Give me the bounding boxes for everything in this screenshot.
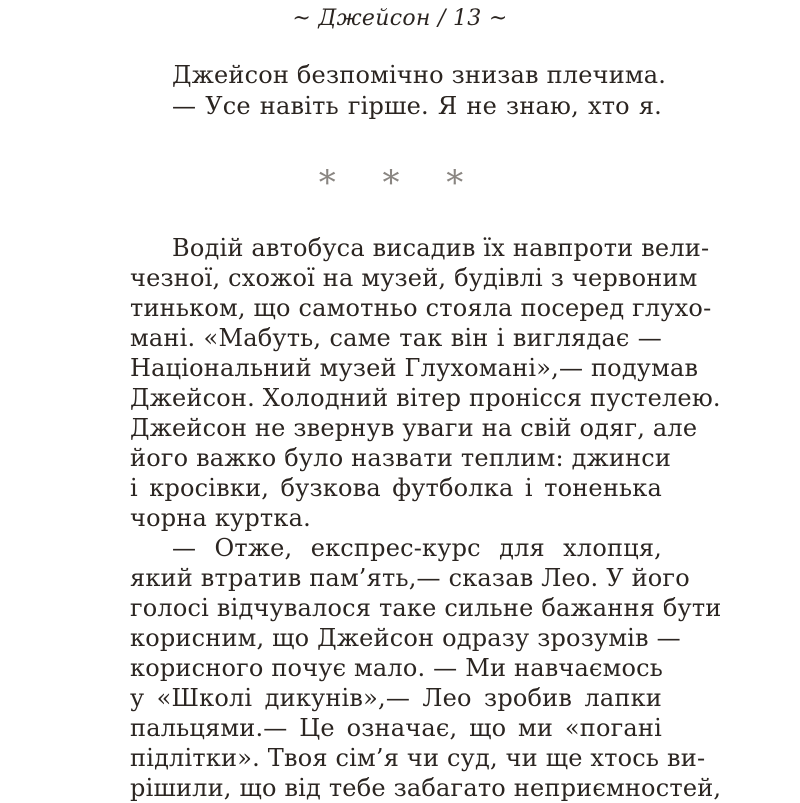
paragraph-line: Джейсон. Холодний вітер пронісся пустелею. <box>130 384 721 412</box>
paragraph-line: пальцями.— Це означає, що ми «погані <box>130 714 662 742</box>
paragraph-line: чорна куртка. <box>130 504 311 532</box>
paragraph-line: — Отже, експрес-курс для хлопця, <box>172 534 662 562</box>
paragraph-line: який втратив пам’ять,— сказав Лео. У його <box>130 564 690 592</box>
paragraph-line: голосі відчувалося таке сильне бажання бути <box>130 594 722 622</box>
text-line: Джейсон безпомічно знизав плечима. <box>172 61 667 89</box>
paragraph-line: підлітки». Твоя сім’я чи суд, чи ще хтось ви- <box>130 744 706 772</box>
paragraph-line: Водій автобуса висадив їх навпроти вели- <box>172 234 710 262</box>
text-line: — Усе навіть гірше. Я не знаю, хто я. <box>172 92 662 120</box>
paragraph-line: чезної, схожої на музей, будівлі з червоним <box>130 264 698 292</box>
paragraph-line: у «Школі дикунів»,— Лео зробив лапки <box>130 684 662 712</box>
section-separator: * * * <box>318 163 482 203</box>
paragraph-line: тиньком, що самотньо стояла посеред глухо- <box>130 294 712 322</box>
paragraph-line: корисним, що Джейсон одразу зрозумів — <box>130 624 681 652</box>
running-header: ~ Джейсон / 13 ~ <box>292 6 508 31</box>
paragraph-line: і кросівки, бузкова футболка і тоненька <box>130 474 662 502</box>
paragraph-line: його важко було назвати теплим: джинси <box>130 444 672 472</box>
paragraph-line: корисного почує мало. — Ми навчаємось <box>130 654 664 682</box>
paragraph-line: рішили, що від тебе забагато неприємностей, <box>130 774 722 802</box>
paragraph-line: Національний музей Глухомані»,— подумав <box>130 354 699 382</box>
paragraph-line: Джейсон не звернув уваги на свій одяг, але <box>130 414 698 442</box>
paragraph-line: мані. «Мабуть, саме так він і виглядає — <box>130 324 662 352</box>
